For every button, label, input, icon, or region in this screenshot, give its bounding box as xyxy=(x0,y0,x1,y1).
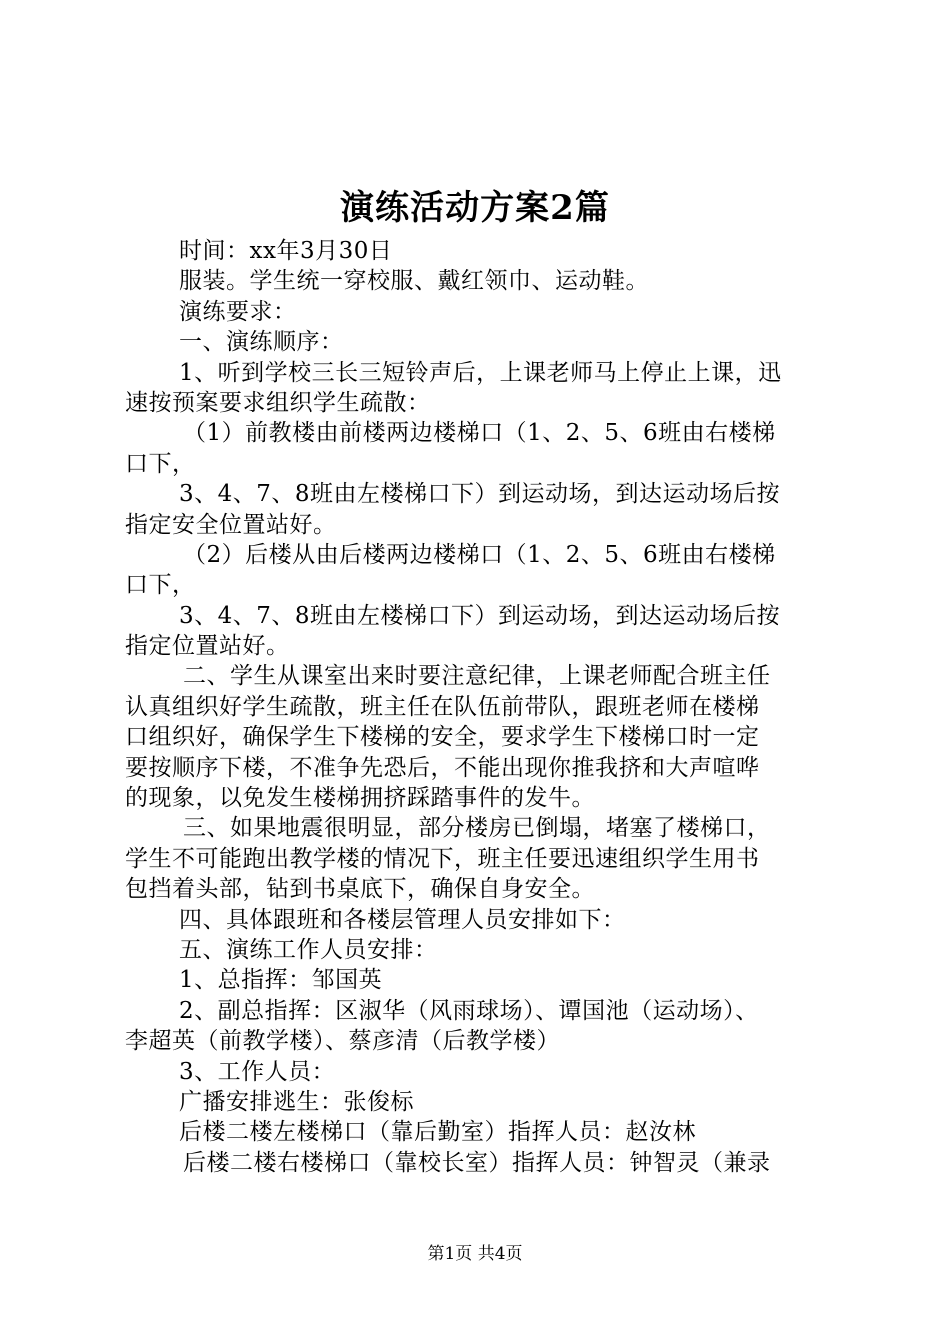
text-line: （2）后楼从由后楼两边楼梯口（1、2、5、6班由右楼梯 xyxy=(183,541,776,568)
text-line: 口下， xyxy=(125,450,196,477)
text-line: 3、4、7、8班由左楼梯口下）到运动场，到达运动场后按 xyxy=(179,602,781,629)
text-line: 1、听到学校三长三短铃声后，上课老师马上停止上课，迅 xyxy=(179,359,782,386)
text-line: 3、工作人员： xyxy=(179,1058,336,1085)
text-line: 五、演练工作人员安排： xyxy=(179,936,438,963)
text-line: 1、总指挥：邹国英 xyxy=(179,967,383,994)
text-line: 认真组织好学生疏散，班主任在队伍前带队，跟班老师在楼梯 xyxy=(125,693,760,720)
text-line: 速按预案要求组织学生疏散： xyxy=(125,389,431,416)
text-line: 包挡着头部，钻到书桌底下，确保自身安全。 xyxy=(125,876,595,903)
text-line: 3、4、7、8班由左楼梯口下）到运动场，到达运动场后按 xyxy=(179,481,781,508)
text-line: 后楼二楼左楼梯口（靠后勤室）指挥人员：赵汝林 xyxy=(179,1119,696,1146)
text-line: 李超英（前教学楼）、蔡彦清（后教学楼） xyxy=(125,1028,560,1055)
text-line: 口下， xyxy=(125,572,196,599)
text-line: 口组织好，确保学生下楼梯的安全，要求学生下楼梯口时一定 xyxy=(125,724,760,751)
text-line: 广播安排逃生：张俊标 xyxy=(179,1088,414,1115)
text-line: 的现象，以免发生楼梯拥挤踩踏事件的发牛。 xyxy=(125,785,595,812)
text-line: 后楼二楼右楼梯口（靠校长室）指挥人员：钟智灵（兼录 xyxy=(183,1149,771,1176)
text-line: 学生不可能跑出教学楼的情况下，班主任要迅速组织学生用书 xyxy=(125,845,760,872)
text-line: 指定位置站好。 xyxy=(125,633,290,660)
text-line: 三、如果地震很明显，部分楼房已倒塌，堵塞了楼梯口， xyxy=(183,815,771,842)
text-line: 指定安全位置站好。 xyxy=(125,511,337,538)
text-line: 四、具体跟班和各楼层管理人员安排如下： xyxy=(179,906,626,933)
page-footer: 第1页 共4页 xyxy=(427,1244,523,1264)
text-line: 二、学生从课室出来时要注意纪律，上课老师配合班主任 xyxy=(183,663,771,690)
document-body xyxy=(125,236,830,1178)
text-line: 演练要求： xyxy=(179,298,297,325)
document-title: 演练活动方案2篇 xyxy=(340,188,610,228)
text-line: （1）前教楼由前楼两边楼梯口（1、2、5、6班由右楼梯 xyxy=(183,420,776,447)
text-line: 时间：xx年3月30日 xyxy=(179,238,393,264)
text-line: 2、副总指挥：区淑华（风雨球场）、谭国池（运动场）、 xyxy=(179,997,759,1024)
text-line: 要按顺序下楼，不准争先恐后，不能出现你推我挤和大声喧哗 xyxy=(125,754,760,781)
text-line: 服装。学生统一穿校服、戴红领巾、运动鞋。 xyxy=(179,268,649,295)
text-line: 一、演练顺序： xyxy=(179,329,344,356)
